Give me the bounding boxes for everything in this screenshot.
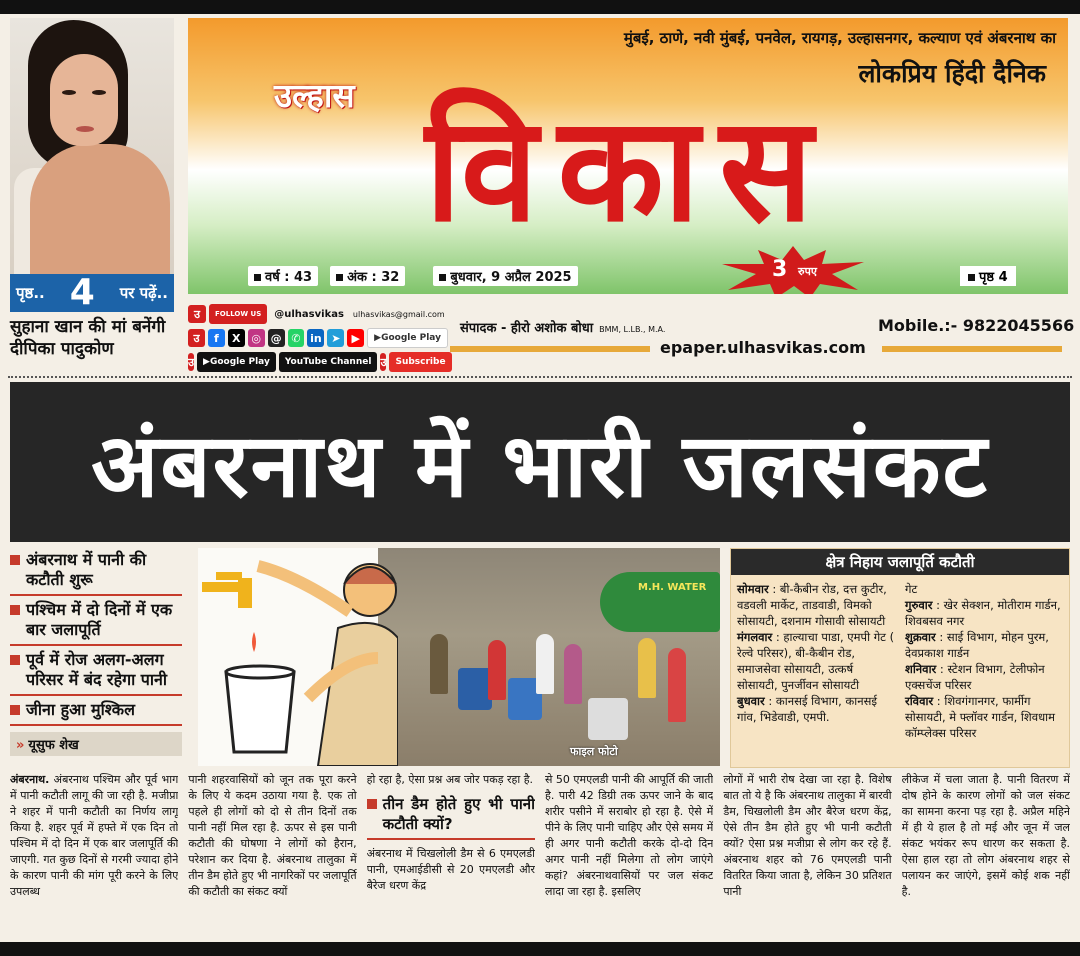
price-badge [718, 244, 868, 294]
person [638, 638, 656, 698]
page-count-label: पृष्ठ 4 [979, 270, 1008, 285]
year-label: वर्ष : 43 [265, 270, 313, 285]
highlight-item: अंबरनाथ में पानी की कटौती शुरू [10, 548, 182, 596]
water-drum [588, 698, 628, 740]
instagram-icon[interactable]: ◎ [248, 329, 265, 347]
editor-degree: BMM, L.LB., M.A. [599, 325, 666, 334]
schedule-column-right [905, 581, 1063, 741]
promo-box[interactable] [8, 18, 176, 378]
person [488, 640, 506, 700]
byline-name: यूसुफ शेख [28, 738, 79, 753]
promo-caption: सुहाना खान की मां बनेंगी दीपिका पादुकोण [10, 317, 166, 359]
contact-email[interactable]: ulhasvikas@gmail.com [352, 309, 445, 319]
starburst-icon [718, 244, 868, 294]
social-links [188, 304, 448, 369]
newspaper-page [0, 14, 1080, 942]
person [668, 648, 686, 722]
tap-cartoon-icon [198, 548, 398, 766]
whatsapp-icon[interactable]: ✆ [288, 329, 305, 347]
bullet-square-icon [336, 274, 343, 281]
divider [882, 346, 1062, 352]
bullet-square-icon [968, 274, 975, 281]
threads-icon[interactable]: @ [268, 329, 285, 347]
article-column: लीकेज में चला जाता है. पानी वितरण में दोष होने के कारण लोगों को जल संकट का सामना करना पड़ रहा है. अप्रैल महिने में ही ये हाल है तो मई और जून में जल संकट भयंकर रूप धारण कर सकता है. ऐसा हाल रहा तो लोग अंबरनाथ शहर से पलायन कर जाएंगे, इसमें कोई शक नहीं है. [901, 773, 1070, 898]
promo-page-label: पृष्ठ.. [16, 284, 45, 302]
article-column [367, 772, 535, 942]
water-drum [458, 668, 492, 710]
promo-read-label: पर पढ़ें.. [119, 284, 168, 302]
bullet-square-icon [10, 705, 20, 715]
highlight-item: पूर्व में रोज अलग-अलग परिसर में बंद रहेगा पानी [10, 648, 182, 696]
masthead-title-small: उल्हास [274, 76, 355, 115]
bullet-square-icon [439, 274, 446, 281]
water-tanker [600, 572, 720, 632]
linkedin-icon[interactable]: in [307, 329, 324, 347]
price-unit: रुपए [798, 265, 817, 278]
tanker-label: M.H. WATER [638, 582, 707, 593]
social-handle: @ulhasvikas [274, 308, 344, 320]
epaper-link[interactable]: epaper.ulhasvikas.com [660, 338, 866, 357]
headline-banner [10, 382, 1070, 542]
mobile-number[interactable]: Mobile.:- 9822045566 [878, 316, 1075, 335]
bottom-black-bar [0, 942, 1080, 956]
issue-label: अंक : 32 [347, 270, 400, 285]
dotted-divider [8, 376, 1072, 378]
schedule-entry: सोमवार : बी-कैबीन रोड, दत्त कुटीर, वडवली मार्केट, ताडवाडी, विमको सोसायटी, दशनाम गोसावी सोसायटी [737, 582, 887, 628]
x-icon[interactable]: X [228, 329, 245, 347]
article-subheading: तीन डैम होते हुए भी पानी कटौती क्यों? [367, 794, 535, 840]
schedule-entry: रविवार : शिवगंगानगर, फार्मीग सोसायटी, मे फ्लॉवर गार्डन, शिवधाम कॉम्प्लेक्स परिसर [905, 694, 1056, 740]
article-column: लोगों में भारी रोष देखा जा रहा है. विशेष बात तो ये है कि अंबरनाथ तालुका में बारवी डैम, चिखलोली डैम और बैरेज धरण केंद्र, ऐसे तीन डैम होते हुए भी पानी कटौती क्यों? ऐसा प्रश्न मजीप्रा से लोग कर रहे हैं. अंबरनाथ शहर को 76 एमएलडी पानी वितरित किया जाता है, लेकिन 30 प्रतिशत पानी [723, 773, 892, 898]
masthead-title: विकास [425, 82, 833, 255]
top-black-bar [0, 0, 1080, 14]
supply-schedule-box [730, 548, 1070, 768]
follow-us-badge: FOLLOW US [209, 304, 267, 324]
google-play-badge[interactable]: ▶ Google Play [197, 352, 276, 372]
schedule-title: क्षेत्र निहाय जलापूर्ति कटौती [731, 549, 1069, 575]
article-photo [198, 548, 720, 766]
highlights-list [10, 548, 182, 756]
masthead-meta [248, 266, 578, 286]
person [536, 634, 554, 694]
google-play-link[interactable]: ▶ Google Play [367, 328, 448, 348]
ulhas-logo-icon: उ [380, 353, 386, 371]
schedule-entry: गुरुवार : खेर सेक्शन, मोतीराम गार्डन, शिवबसव नगर [905, 598, 1061, 628]
schedule-entry: गेट [905, 582, 918, 596]
highlight-item: जीना हुआ मुश्किल [10, 698, 182, 726]
divider [450, 346, 650, 352]
masthead [188, 18, 1068, 294]
celebrity-photo [10, 18, 174, 276]
article-paragraph: अंबरनाथ में चिखलोली डैम से 6 एमएलडी पानी, एमआईडीसी से 20 एमएलडी और बैरेज धरण केंद्र [366, 847, 535, 892]
bullet-square-icon [367, 799, 377, 809]
date-label: बुधवार, 9 अप्रैल 2025 [450, 270, 572, 285]
price-number: 3 [772, 257, 788, 282]
ulhas-logo-icon: उ [188, 353, 194, 371]
telegram-icon[interactable]: ➤ [327, 329, 344, 347]
schedule-entry: शनिवार : स्टेशन विभाग, टेलीफोन एक्सचेंज परिसर [905, 662, 1045, 692]
schedule-entry: बुधवार : कानसई विभाग, कानसई गांव, भिडेवाडी, एमपी. [737, 694, 878, 724]
article-column: पानी शहरवासियों को जून तक पूरा करने के लिए ये कदम उठाया गया है. एक तो पहले ही लोगों को दो से तीन दिनों तक पानी नहीं मिल रहा है. ऊपर से इस पानी कटौती की घोषणा ने लोगों को हैरान, परेशान कर दिया है. अंबरनाथ तालुका में तीन डैम होते हुए भी नागरिकों पर जलापूर्ति की कटौती का संकट क्यों [188, 773, 357, 898]
bullet-square-icon [10, 605, 20, 615]
bullet-square-icon [10, 655, 20, 665]
article-column: से 50 एमएलडी पानी की आपूर्ति की जाती है. पारी 42 डिग्री तक ऊपर जाने के बाद शरीर पसीने में सराबोर हो रहा है. ऐसे में पीने के लिए पानी चाहिए और ऐसे समय में ही अगर पानी कटौती करके दो-दो दिन अगर पानी नहीं मिलेगा तो लोग जाएंगे कहां? अंबरनाथवासियों पर जल संकट लादा जा रहा है. इसलिए [544, 773, 714, 898]
double-chevron-icon: » [16, 738, 25, 753]
bullet-square-icon [10, 555, 20, 565]
schedule-entry: मंगलवार : हाल्याचा पाडा, एमपी गेट ( रेल्वे परिसर), बी-कैबीन रोड, समाजसेवा सोसायटी, उत्कर्ष सोसायटी, पुनर्जीवन सोसायटी [737, 630, 895, 692]
facebook-icon[interactable]: f [208, 329, 225, 347]
promo-page-ref [10, 274, 174, 312]
ulhas-logo-icon: उ [188, 329, 205, 347]
ulhas-logo-icon: उ [188, 305, 206, 323]
youtube-icon[interactable]: ▶ [347, 329, 364, 347]
masthead-tagline: लोकप्रिय हिंदी दैनिक [858, 59, 1046, 88]
highlight-item: पश्चिम में दो दिनों में एक बार जलापूर्ति [10, 598, 182, 646]
byline [10, 732, 182, 756]
schedule-entry: शुक्रवार : साई विभाग, मोहन पुरम, देवप्रकाश गार्डन [905, 630, 1049, 660]
article-paragraph: हो रहा है, ऐसा प्रश्न अब जोर पकड़ रहा है. [366, 773, 534, 786]
headline: अंबरनाथ में भारी जलसंकट [91, 414, 989, 517]
photo-caption: फाइल फोटो [570, 745, 618, 758]
masthead-cities: मुंबई, ठाणे, नवी मुंबई, पनवेल, रायगड़, उल्हासनगर, कल्याण एवं अंबरनाथ का [623, 29, 1056, 47]
subscribe-button[interactable]: Subscribe [389, 352, 451, 372]
dateline: अंबरनाथ. [10, 773, 50, 786]
editor-name: संपादक - हीरो अशोक बोधा [460, 321, 594, 336]
article-body [10, 772, 1070, 942]
page-count [960, 266, 1016, 286]
article-column: अंबरनाथ. अंबरनाथ पश्चिम और पूर्व भाग में पानी कटौती लागू की जा रही है. मजीप्रा ने शहर में पानी कटौती का निर्णय लागू किया है. शहर पूर्व में हफ्ते में एक दिन तो पश्चिम में दो दिन में एक बार जलापूर्ति की जाएगी. गत कुछ दिनों से गरमी ज्यादा होने के कारण पानी की मांग पूरी करने के लिए उपलब्ध [10, 773, 179, 898]
promo-page-number: 4 [69, 272, 95, 313]
person [564, 644, 582, 704]
bullet-square-icon [254, 274, 261, 281]
editor-credit [460, 318, 665, 336]
cartoon-illustration [198, 548, 378, 766]
youtube-channel-badge[interactable]: YouTube Channel [279, 352, 378, 372]
person [430, 634, 448, 694]
schedule-column-left [737, 581, 895, 741]
